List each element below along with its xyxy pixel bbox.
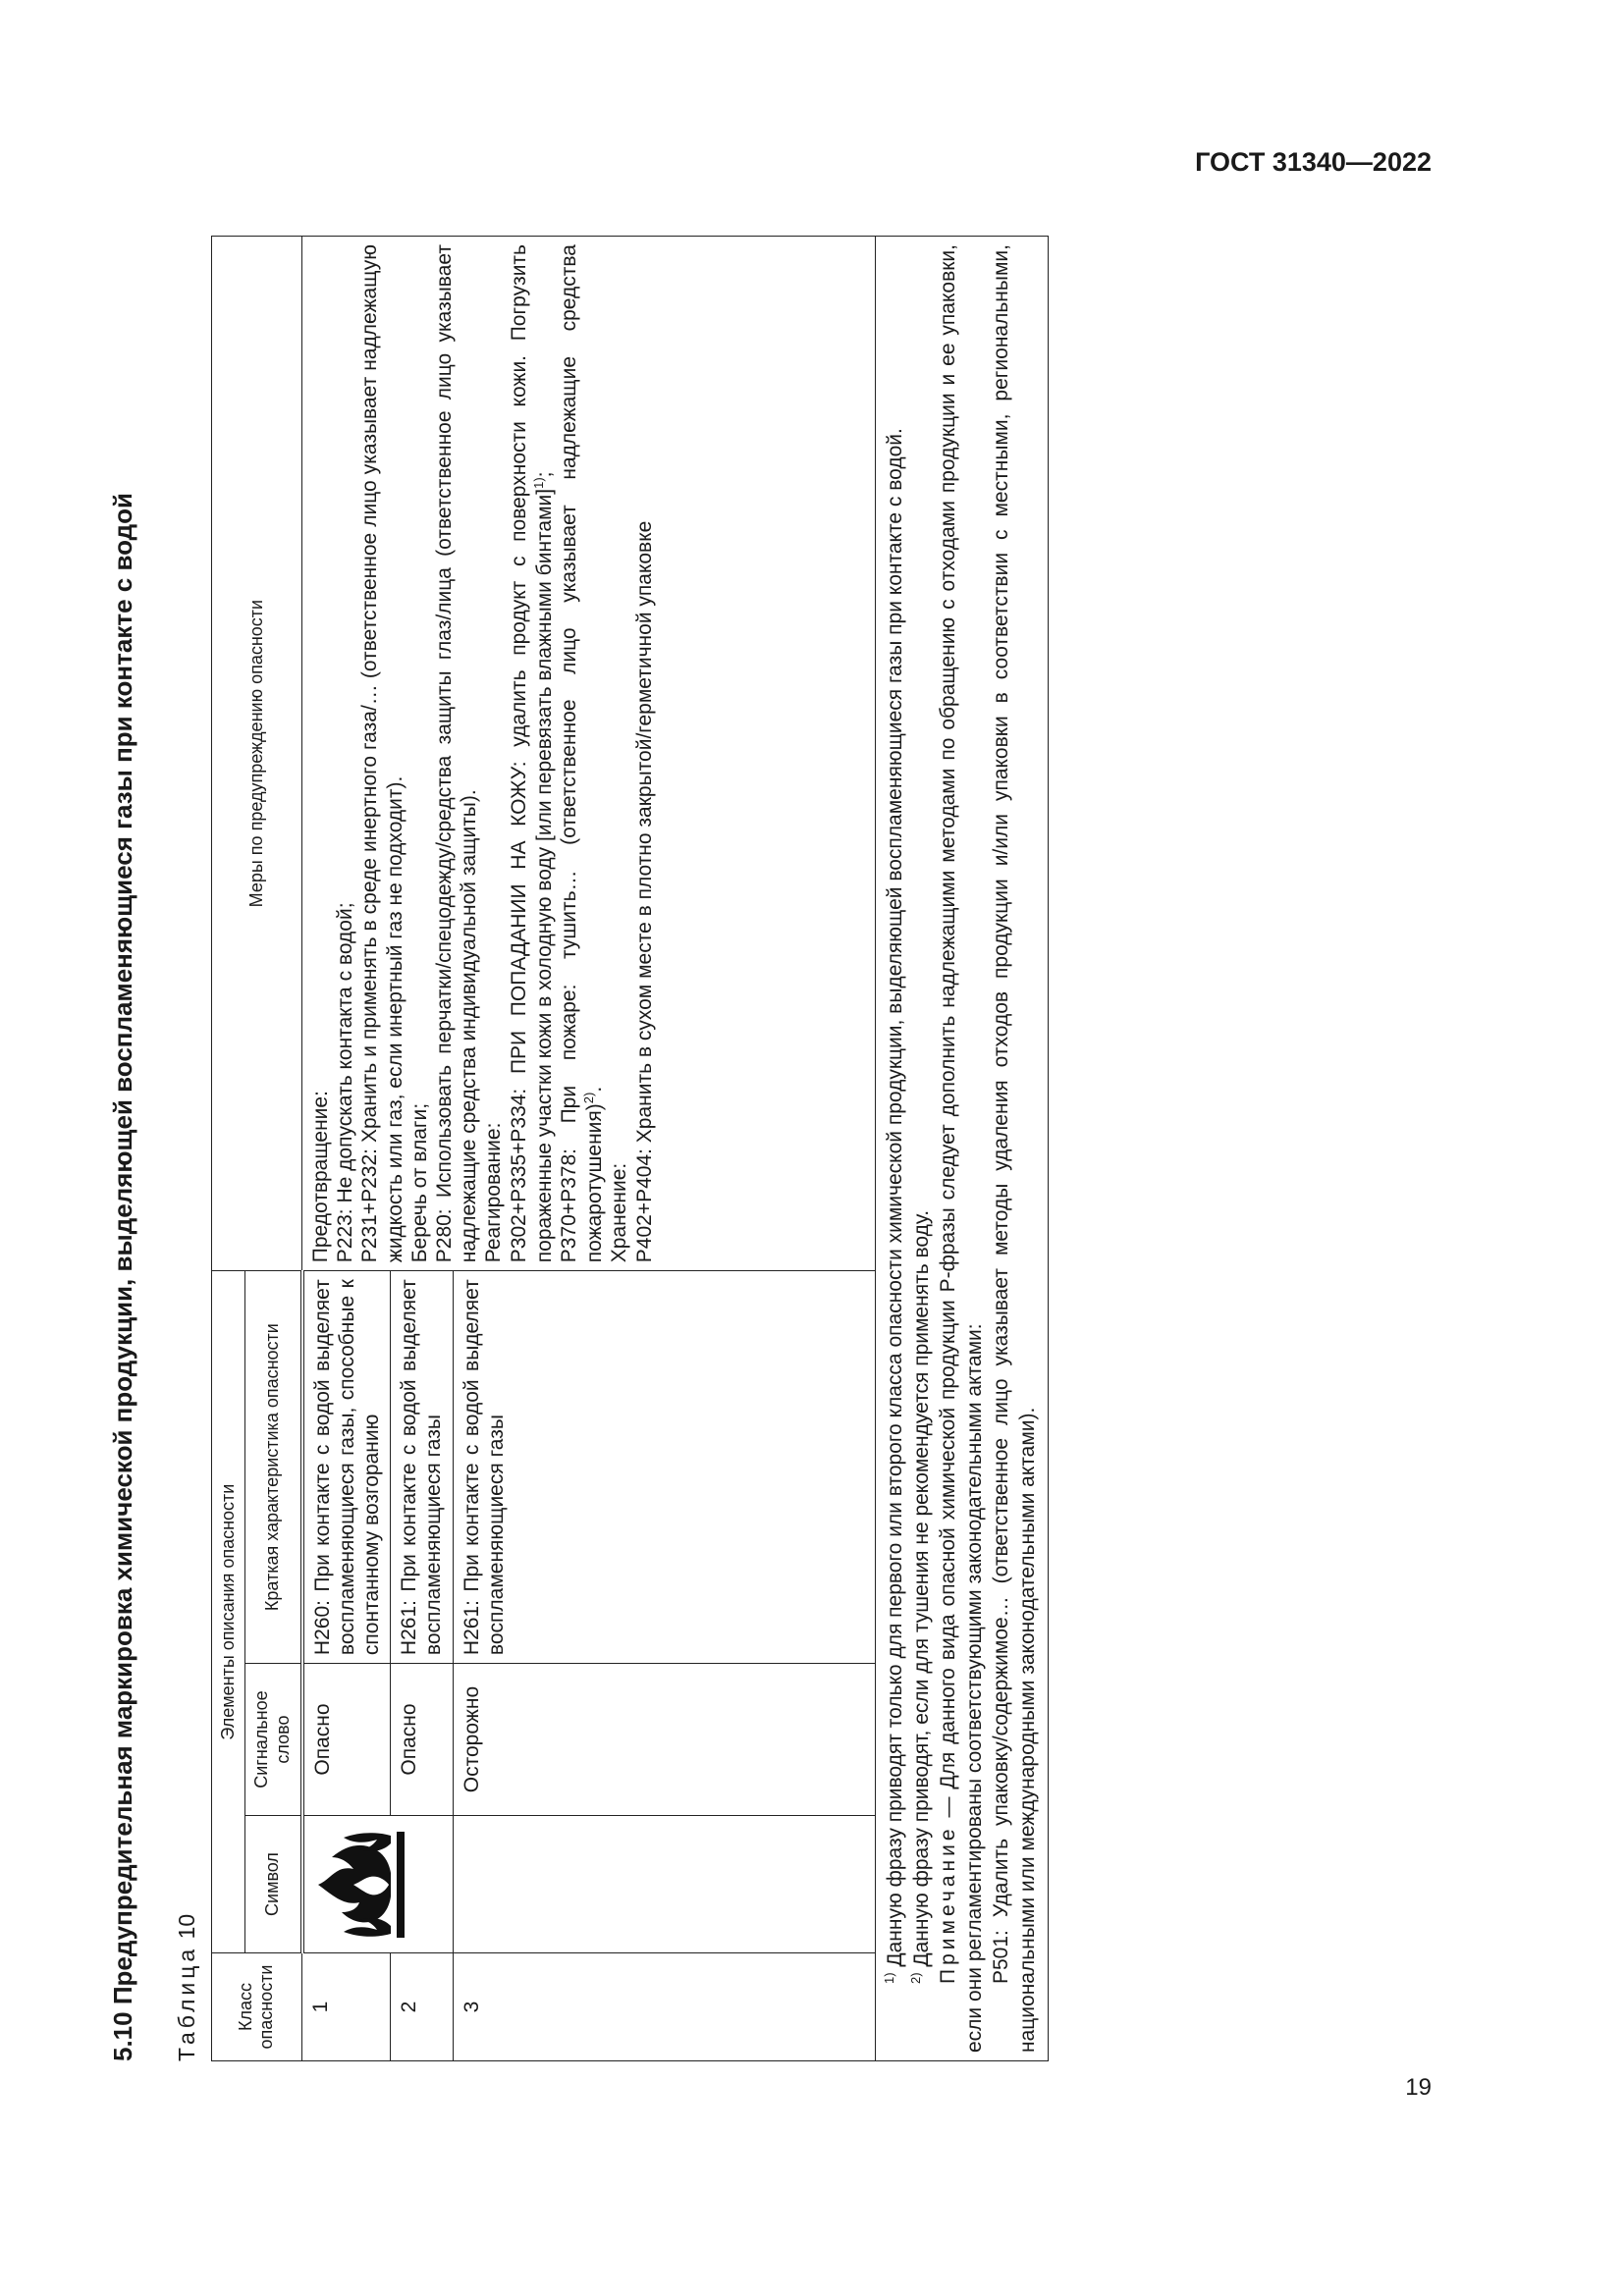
rotated-content (108, 244, 1070, 2061)
symbol-cell-empty (453, 1816, 875, 1953)
table-row (302, 237, 391, 2061)
footnote-2: $^{2)}$ Данную фразу приводят, если для тушения не рекомендуется применять воду. (908, 1209, 934, 1984)
header-brief: Краткая характеристика опасности (245, 1271, 302, 1664)
section-title: 5.10 Предупредительная маркировка химической продукции, выделяющей воспламеняющиеся газы при контакте с водой (108, 493, 137, 2061)
measure-keep-dry: Беречь от влаги; (407, 1102, 431, 1263)
signal-cell: Осторожно (453, 1664, 875, 1816)
measure-p370: P370+P378: При пожаре: тушить… (ответственное лицо указывает надлежащие средства пожаротушения)$^{2)}$. (557, 244, 607, 1263)
class-cell: 2 (391, 1953, 453, 2061)
header-class: Класс опасности (211, 1953, 301, 2061)
page-number: 19 (1405, 2074, 1432, 2101)
measure-p223: P223: Не допускать контакта с водой; (334, 902, 357, 1263)
header-elements: Элементы описания опасности (211, 1271, 245, 1953)
standard-header: ГОСТ 31340—2022 (1195, 147, 1432, 177)
table-label-number: 10 (174, 1913, 200, 1940)
measure-p302: P302+P335+P334: ПРИ ПОПАДАНИИ НА КОЖУ: удалить продукт с поверхности кожи. Погрузить пораженные участки кожи в холодную воду [или перевязать влажными бинтами]$^{1)}$; (507, 244, 556, 1263)
signal-cell: Опасно (302, 1664, 391, 1816)
header-signal: Сигнальное слово (245, 1664, 302, 1816)
hazard-table (211, 236, 1049, 2061)
measures-cell (302, 237, 875, 1271)
footnote-1: $^{1)}$ Данную фразу приводят только для первого или второго класса опасности химической продукции, выделяющей воспламеняющиеся газы при контакте с водой. (881, 428, 906, 1984)
note: Примечание — Для данного вида опасной химической продукции P-фразы следует дополнить надлежащими методами по обращению с отходами продукции и ее упаковки, если они регламентированы соответствующими законодательными актами: (937, 244, 987, 2053)
class-cell: 1 (302, 1953, 391, 2061)
header-measures: Меры по предупреждению опасности (211, 237, 301, 1271)
note-p501: P501: Удалить упаковку/содержимое… (ответственное лицо указывает методы удаления отходов продукции и/или упаковки в соответствии с местными, региональными, национальными или международными законодательными актами). (990, 244, 1039, 2053)
signal-cell: Опасно (391, 1664, 453, 1816)
table-label (174, 294, 201, 2061)
measure-p402: P402+P404: Хранить в сухом месте в плотно закрытой/герметичной упаковке (632, 520, 656, 1263)
response-title: Реагирование: (482, 1122, 506, 1263)
class-cell: 3 (453, 1953, 875, 2061)
brief-cell: H260: При контакте с водой выделяет воспламеняющиеся газы, способные к спонтанному возгоранию (302, 1271, 391, 1664)
measure-p280: P280: Использовать перчатки/спецодежду/средства защиты глаз/лица (ответственное лицо указывает надлежащие средства индивидуальной защиты). (433, 244, 481, 1263)
storage-title: Хранение: (608, 1162, 631, 1263)
prevention-title: Предотвращение: (309, 1091, 333, 1263)
flame-icon (314, 1830, 408, 1940)
table-label-prefix: Таблица (174, 1945, 200, 2061)
brief-cell: H261: При контакте с водой выделяет воспламеняющиеся газы (391, 1271, 453, 1664)
measure-p231: P231+P232: Хранить и применять в среде инертного газа/… (ответственное лицо указывает надлежащую жидкость или газ, если инертный газ не подходит). (358, 244, 406, 1263)
brief-cell: H261: При контакте с водой выделяет воспламеняющиеся газы (453, 1271, 875, 1664)
symbol-cell (302, 1816, 453, 1953)
footnotes-cell (875, 237, 1048, 2061)
header-symbol: Символ (245, 1816, 302, 1953)
